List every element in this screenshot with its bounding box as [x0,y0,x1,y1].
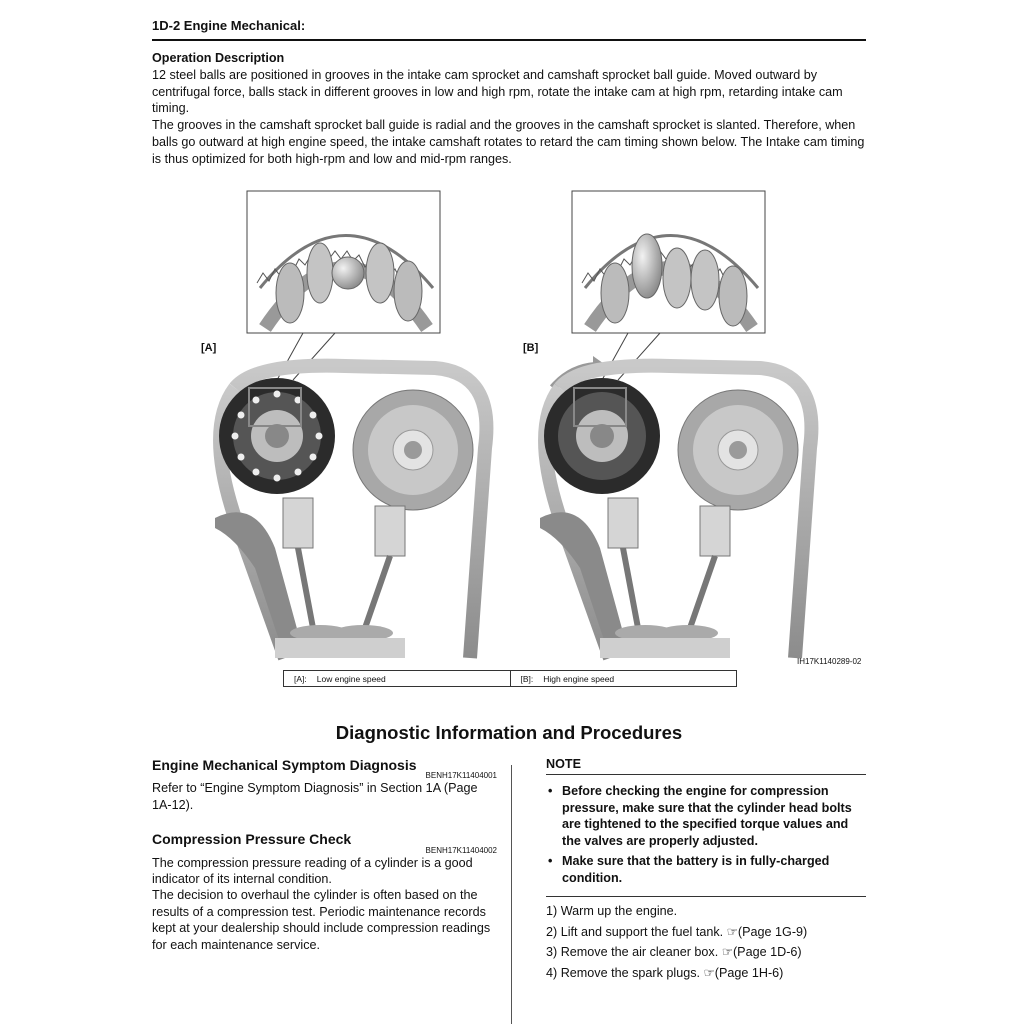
step-item: 3) Remove the air cleaner box. ☞(Page 1D-6) [546,945,802,960]
compression-code: BENH17K11404002 [425,845,497,855]
column-divider [511,765,512,1024]
note-item: • Make sure that the battery is in fully-charged condition. [548,854,830,885]
operation-paragraph-1: 12 steel balls are positioned in grooves in the intake cam sprocket and camshaft sprocket ball guide. Moved outward by centrifugal force, balls stack in different grooves in low and high rpm, rotate the intake cam at high rpm, retarding intake cam timing. [152,67,843,116]
figure-id: IH17K1140289-02 [797,657,862,666]
symptom-text: Refer to “Engine Symptom Diagnosis” in Section 1A (Page 1A-12). [152,781,478,812]
compression-heading: Compression Pressure Check [152,831,352,848]
panel-a-label: [A] [201,342,217,354]
legend-item-b: [B]: High engine speed [510,671,737,686]
procedure-steps [546,897,866,981]
operation-heading: Operation Description [152,51,285,65]
figure-legend [283,670,737,687]
step-item: 1) Warm up the engine. [546,904,678,918]
panel-a-illustration [215,191,486,658]
note-list [546,775,866,897]
page-header [152,17,866,41]
right-column [546,757,866,985]
page-header-title: 1D-2 Engine Mechanical: [152,18,306,33]
step-item: 2) Lift and support the fuel tank. ☞(Page 1G-9) [546,924,808,939]
legend-item-a: [A]: Low engine speed [294,673,386,684]
compression-paragraph-1: The compression pressure reading of a cylinder is a good indicator of its internal condition. [152,855,473,887]
step-item: 4) Remove the spark plugs. ☞(Page 1H-6) [546,965,784,980]
compression-paragraph-2: The decision to overhaul the cylinder is often based on the results of a compression test. Periodic maintenance records kept at your dealership should include compression readings for each maintenance service. [152,888,491,952]
operation-paragraph-2: The grooves in the camshaft sprocket ball guide is radial and the grooves in the camshaft sprocket is slanted. Therefore, when balls go outward at high engine speed, the intake camshaft rotates to retard the cam timing shown below. The Intake cam timing is thus optimized for both high-rpm and low and mid-rpm ranges. [152,118,865,166]
section-title: Diagnostic Information and Procedures [335,722,683,743]
note-heading: NOTE [546,757,866,775]
symptom-heading: Engine Mechanical Symptom Diagnosis [152,757,417,773]
left-column [152,757,497,953]
cam-timing-figure [195,188,875,668]
panel-b-label: [B] [523,342,539,354]
note-item: • Before checking the engine for compression pressure, make sure that the cylinder head bolts are tightened to the specified torque values and the valves are properly adjusted. [548,784,852,848]
panel-b-illustration [540,191,811,658]
symptom-code: BENH17K11404001 [425,771,497,781]
operation-description [152,50,866,168]
